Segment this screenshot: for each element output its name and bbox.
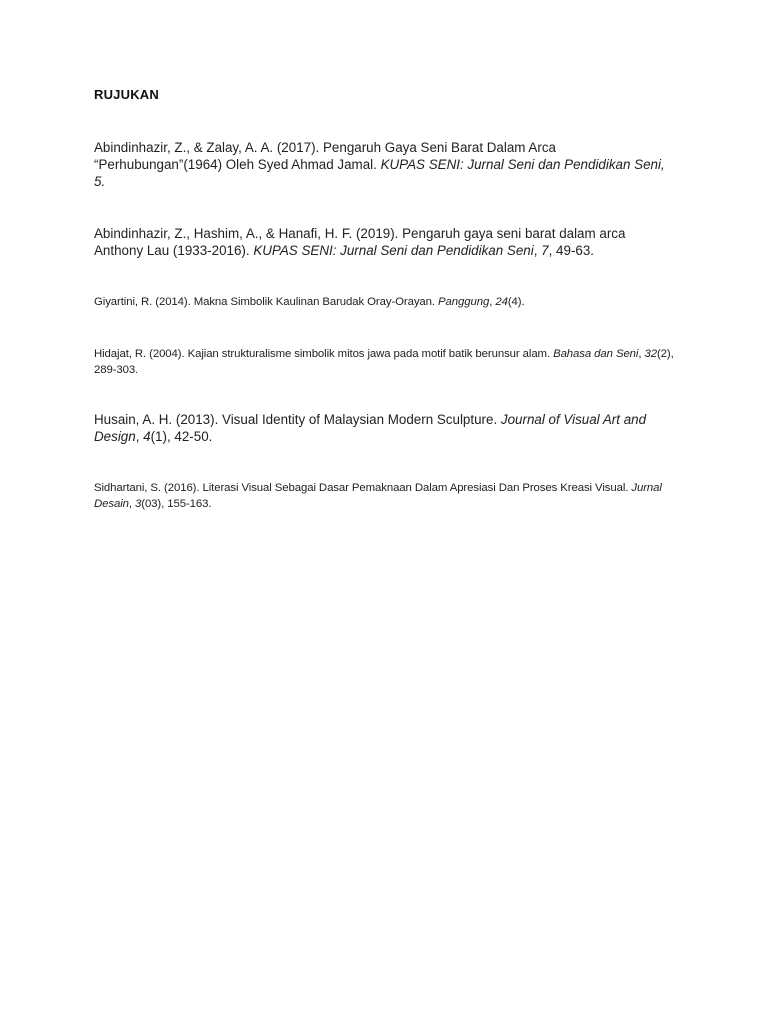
reference-issue: (4) [507, 296, 522, 308]
reference-issue: (1) [150, 429, 167, 444]
reference-volume: 7 [541, 243, 549, 258]
reference-issue: (2) [656, 348, 671, 360]
reference-separator: , [660, 157, 665, 172]
reference-entry [94, 480, 674, 512]
reference-tail: . [521, 296, 525, 308]
reference-tail: , 289-303. [94, 348, 674, 376]
reference-authors-title: Sidhartani, S. (2016). Literasi Visual Sebagai Dasar Pemaknaan Dalam Apresiasi Dan Proses Kreasi Visual. [94, 482, 632, 494]
reference-journal: Panggung [438, 296, 490, 308]
reference-volume: 3 [135, 498, 142, 510]
reference-volume: 5 [94, 174, 102, 189]
reference-separator: , [135, 429, 144, 444]
reference-tail: , 49-63. [548, 243, 595, 258]
reference-separator: , [533, 243, 542, 258]
reference-entry [94, 139, 674, 190]
reference-tail: . [101, 174, 106, 189]
reference-journal: Journal of Visual Art and Design [94, 412, 647, 444]
reference-entry [94, 411, 674, 445]
reference-entry [94, 346, 674, 378]
reference-journal: KUPAS SENI: Jurnal Seni dan Pendidikan Seni [253, 243, 534, 258]
reference-journal: Bahasa dan Seni [553, 348, 639, 360]
reference-issue: (03) [141, 498, 162, 510]
reference-entry [94, 294, 674, 310]
reference-volume: 32 [644, 348, 657, 360]
reference-journal: KUPAS SENI: Jurnal Seni dan Pendidikan Seni [380, 157, 661, 172]
reference-volume: 24 [495, 296, 508, 308]
references-heading: RUJUKAN [94, 87, 159, 102]
reference-authors-title: Abindinhazir, Z., & Zalay, A. A. (2017). Pengaruh Gaya Seni Barat Dalam Arca “Perhubungan”(1964) Oleh Syed Ahmad Jamal. [94, 140, 556, 172]
reference-authors-title: Abindinhazir, Z., Hashim, A., & Hanafi, H. F. (2019). Pengaruh gaya seni barat dalam arca Anthony Lau (1933-2016). [94, 226, 626, 258]
reference-separator: , [128, 498, 135, 510]
reference-separator: , [638, 348, 645, 360]
reference-volume: 4 [143, 429, 151, 444]
reference-entry [94, 225, 674, 259]
reference-authors-title: Husain, A. H. (2013). Visual Identity of Malaysian Modern Sculpture. [94, 412, 501, 427]
reference-separator: , [489, 296, 496, 308]
reference-tail: , 155-163. [161, 498, 212, 510]
reference-tail: , 42-50. [166, 429, 213, 444]
reference-authors-title: Hidajat, R. (2004). Kajian strukturalisme simbolik mitos jawa pada motif batik berunsur alam. [94, 348, 554, 360]
reference-authors-title: Giyartini, R. (2014). Makna Simbolik Kaulinan Barudak Oray-Orayan. [94, 296, 439, 308]
reference-journal: Jurnal Desain [94, 482, 662, 510]
